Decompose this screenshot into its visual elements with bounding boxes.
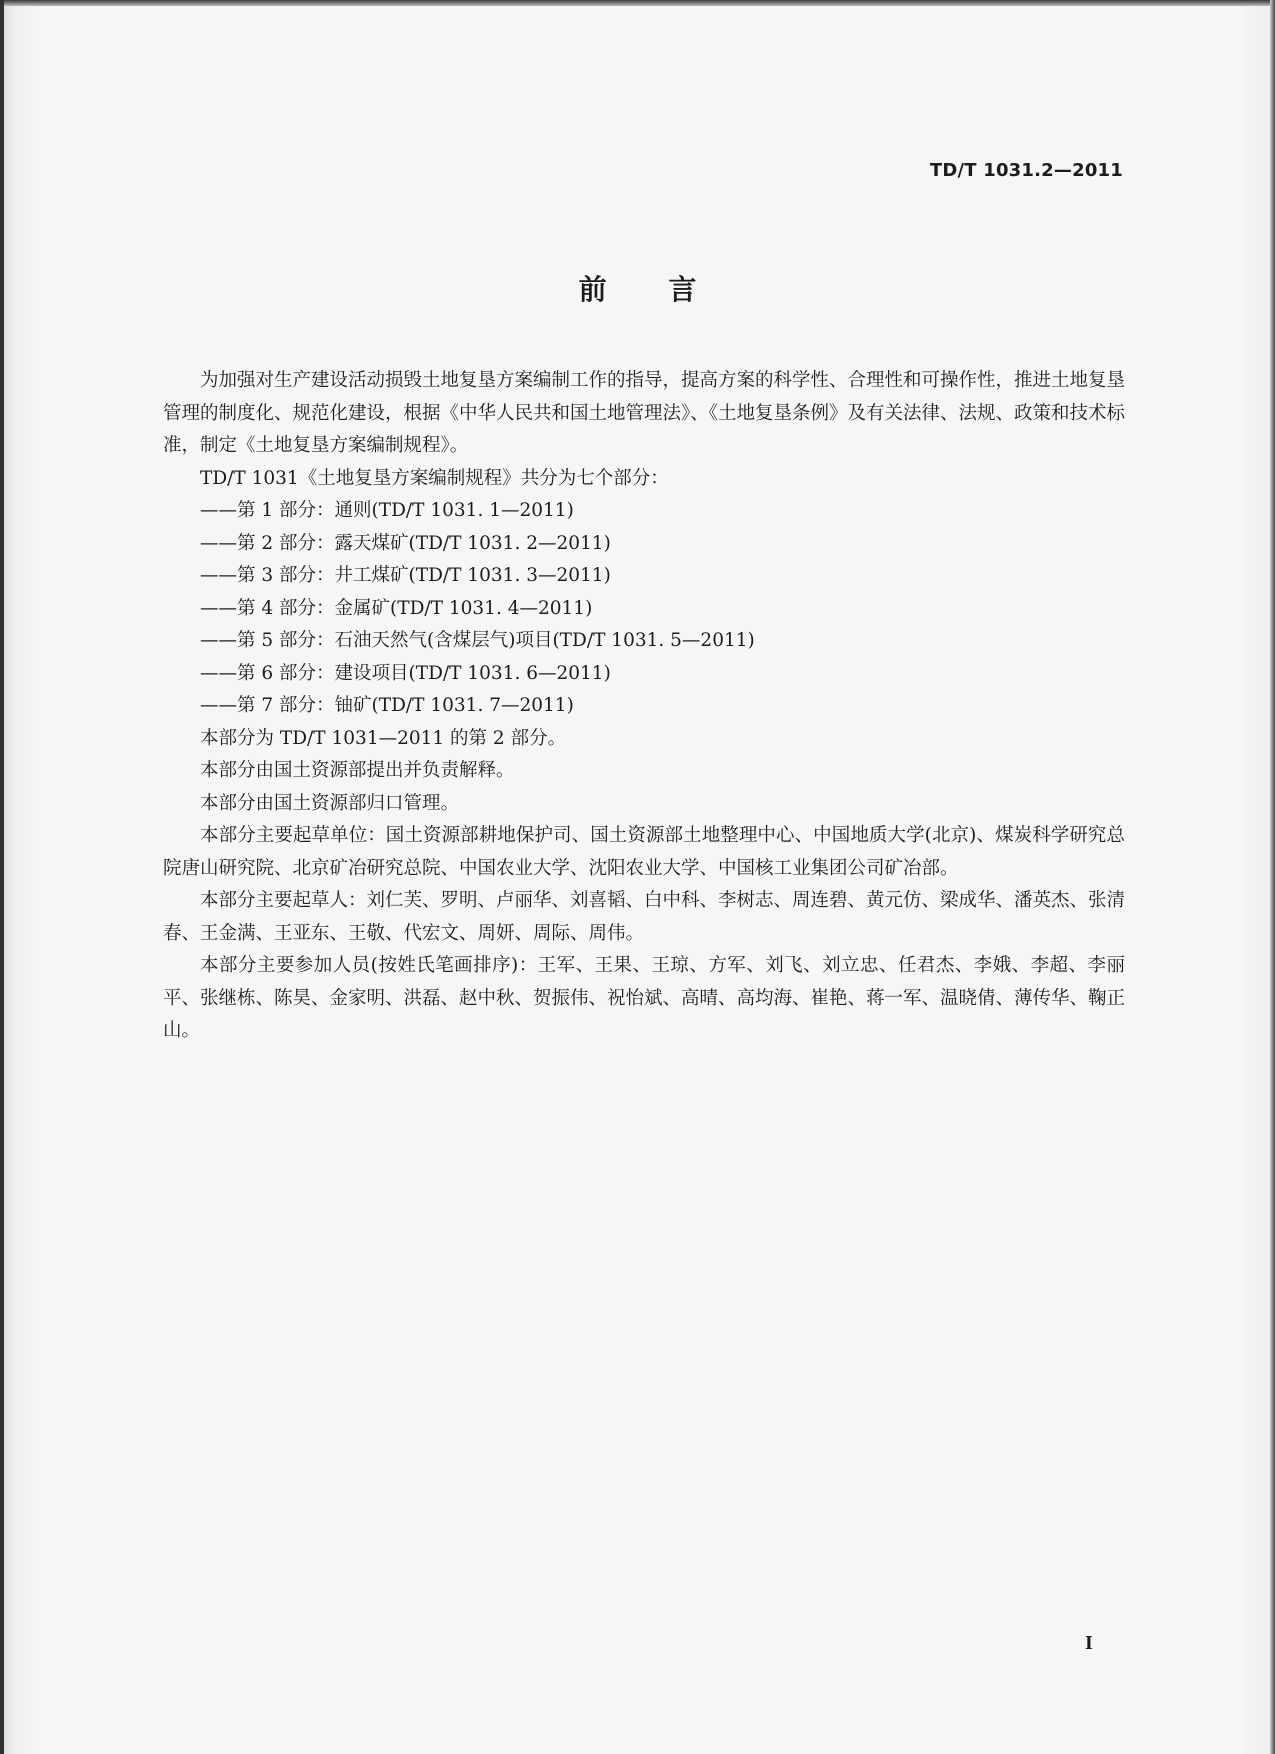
- foreword-body: [163, 365, 1125, 1048]
- paragraph-purpose: 为加强对生产建设活动损毁土地复垦方案编制工作的指导，提高方案的科学性、合理性和可操作性，推进土地复垦管理的制度化、规范化建设，根据《中华人民共和国土地管理法》、《土地复垦条例》及有关法律、法规、政策和技术标准，制定《土地复垦方案编制规程》。: [163, 370, 1126, 456]
- paragraph-this-part: 本部分为 TD/T 1031—2011 的第 2 部分。: [200, 727, 567, 749]
- paragraph-proposed-by: 本部分由国土资源部提出并负责解释。: [200, 760, 515, 781]
- scan-edge-top: [0, 0, 1275, 6]
- list-item-part-6: ——第 6 部分：建设项目(TD/T 1031. 6—2011): [200, 662, 611, 684]
- page-title: 前 言: [578, 273, 723, 306]
- list-item-part-1: ——第 1 部分：通则(TD/T 1031. 1—2011): [200, 500, 574, 521]
- paragraph-participants: 本部分主要参加人员(按姓氏笔画排序)：王军、王果、王琼、方军、刘飞、刘立忠、任君杰、李娥、李超、李丽平、张继栋、陈昊、金家明、洪磊、赵中秋、贺振伟、祝怡斌、高晴、高均海、崔艳、蒋一军、温晓倩、薄传华、鞠正山。: [163, 955, 1126, 1041]
- paragraph-drafters: 本部分主要起草人：刘仁芙、罗明、卢丽华、刘喜韬、白中科、李树志、周连碧、黄元仿、梁成华、潘英杰、张清春、王金满、王亚东、王敬、代宏文、周妍、周际、周伟。: [163, 890, 1126, 944]
- standard-code: TD/T 1031.2—2011: [929, 160, 1123, 181]
- scan-edge-left: [0, 0, 4, 1754]
- paragraph-parts-intro: TD/T 1031《土地复垦方案编制规程》共分为七个部分：: [200, 467, 669, 489]
- list-item-part-5: ——第 5 部分：石油天然气(含煤层气)项目(TD/T 1031. 5—2011): [200, 630, 755, 651]
- list-item-part-2: ——第 2 部分：露天煤矿(TD/T 1031. 2—2011): [200, 532, 611, 554]
- paragraph-managed-by: 本部分由国土资源部归口管理。: [200, 792, 460, 814]
- list-item-part-7: ——第 7 部分：铀矿(TD/T 1031. 7—2011): [200, 695, 574, 716]
- list-item-part-4: ——第 4 部分：金属矿(TD/T 1031. 4—2011): [200, 597, 593, 619]
- list-item-part-3: ——第 3 部分：井工煤矿(TD/T 1031. 3—2011): [200, 565, 611, 586]
- page-number: I: [1085, 1632, 1093, 1654]
- scan-edge-right: [1270, 0, 1275, 1754]
- paragraph-drafting-units: 本部分主要起草单位：国土资源部耕地保护司、国土资源部土地整理中心、中国地质大学(北京)、煤炭科学研究总院唐山研究院、北京矿冶研究总院、中国农业大学、沈阳农业大学、中国核工业集团公司矿冶部。: [163, 825, 1125, 879]
